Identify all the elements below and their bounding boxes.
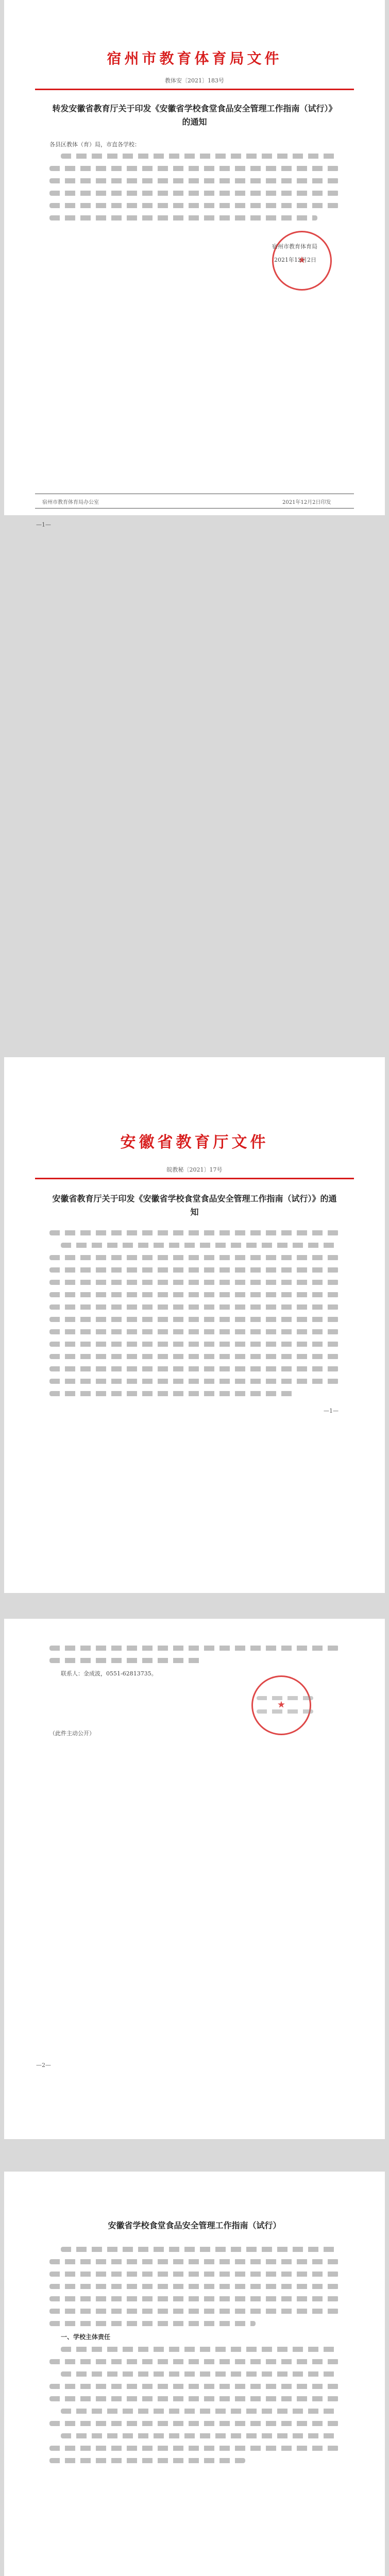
section-heading: 一、学校主体责任: [61, 2333, 111, 2341]
footer-rule: [35, 508, 354, 509]
body-text-line: [49, 2446, 339, 2451]
body-text-line: [61, 2409, 339, 2414]
body-text-line: [49, 2384, 339, 2389]
body-text-line: [49, 2421, 339, 2426]
body-text-line: [49, 2309, 339, 2314]
body-text-line: [49, 1267, 339, 1273]
salutation: 各县区教体（育）局，市直各学校：: [49, 141, 140, 148]
body-text-line: [49, 1354, 339, 1359]
body-text-line: [49, 2259, 339, 2264]
document-title: 转发安徽省教育厅关于印发《安徽省学校食堂食品安全管理工作指南（试行）》的通知: [52, 104, 337, 127]
body-text-line: [49, 1230, 339, 1235]
body-text-line: [49, 203, 339, 208]
body-text-line: [49, 2458, 245, 2463]
page-number: —2—: [36, 2062, 51, 2069]
guide-title: 安徽省学校食堂食品安全管理工作指南（试行）: [108, 2221, 281, 2230]
body-text-line: [61, 1243, 339, 1248]
body-text-line: [49, 1292, 339, 1297]
body-text-line: [49, 1304, 339, 1310]
body-text-line: [61, 2371, 339, 2377]
document-page-3: [4, 1619, 385, 2139]
body-text-line: [49, 1255, 339, 1260]
body-text-line: [49, 2321, 256, 2326]
body-text-line: [49, 166, 339, 171]
red-header-title: 宿州市教育体育局文件: [107, 50, 282, 67]
body-text-line: [49, 1379, 339, 1384]
signature-date: 2021年12月2日: [274, 257, 316, 263]
document-page-2: [4, 1057, 385, 1593]
body-text-line: [49, 215, 317, 221]
body-text-line: [49, 2272, 339, 2277]
body-text-line: [49, 178, 339, 183]
document-number: 皖教秘〔2021〕17号: [166, 1166, 223, 1173]
document-number: 教体安〔2021〕183号: [165, 77, 224, 84]
body-text-line: [49, 1366, 339, 1371]
signature-org: 宿州市教育体育局: [272, 243, 317, 250]
body-text-line: [49, 2396, 339, 2401]
document-page-4: [4, 2172, 385, 2576]
page-number: —1—: [324, 1408, 339, 1414]
document-page-1: [4, 0, 385, 528]
body-text-line: [49, 2359, 339, 2364]
body-text-line: [49, 1342, 339, 1347]
document-title: 安徽省教育厅关于印发《安徽省学校食堂食品安全管理工作指南（试行）》的通知: [52, 1194, 337, 1217]
page-number: —1—: [36, 521, 51, 528]
official-seal: [251, 1675, 311, 1735]
contact-line: 联系人：金成波，0551-62813735。: [61, 1670, 157, 1677]
body-text-line: [49, 1280, 339, 1285]
body-text-line: [61, 2433, 339, 2438]
body-text-line: [49, 1391, 297, 1396]
red-divider: [35, 1178, 354, 1179]
body-text-line: [61, 2247, 339, 2252]
body-text-line: [49, 1658, 204, 1663]
signature-line: [257, 1709, 313, 1714]
red-divider: [35, 89, 354, 90]
body-text-line: [49, 2296, 339, 2301]
red-header-title: 安徽省教育厅文件: [120, 1133, 269, 1151]
body-text-line: [49, 1646, 339, 1651]
disclosure-note: （此件主动公开）: [49, 1730, 95, 1737]
signature-line: [257, 1696, 313, 1700]
body-text-line: [49, 2284, 339, 2289]
body-text-line: [49, 1317, 339, 1322]
body-text-line: [61, 2347, 339, 2352]
body-text-line: [49, 1329, 339, 1334]
footer-date: 2021年12月2日印发: [282, 500, 331, 505]
footer-org: 宿州市教育体育局办公室: [42, 500, 99, 505]
body-text-line: [49, 191, 339, 196]
body-text-line: [61, 154, 339, 159]
